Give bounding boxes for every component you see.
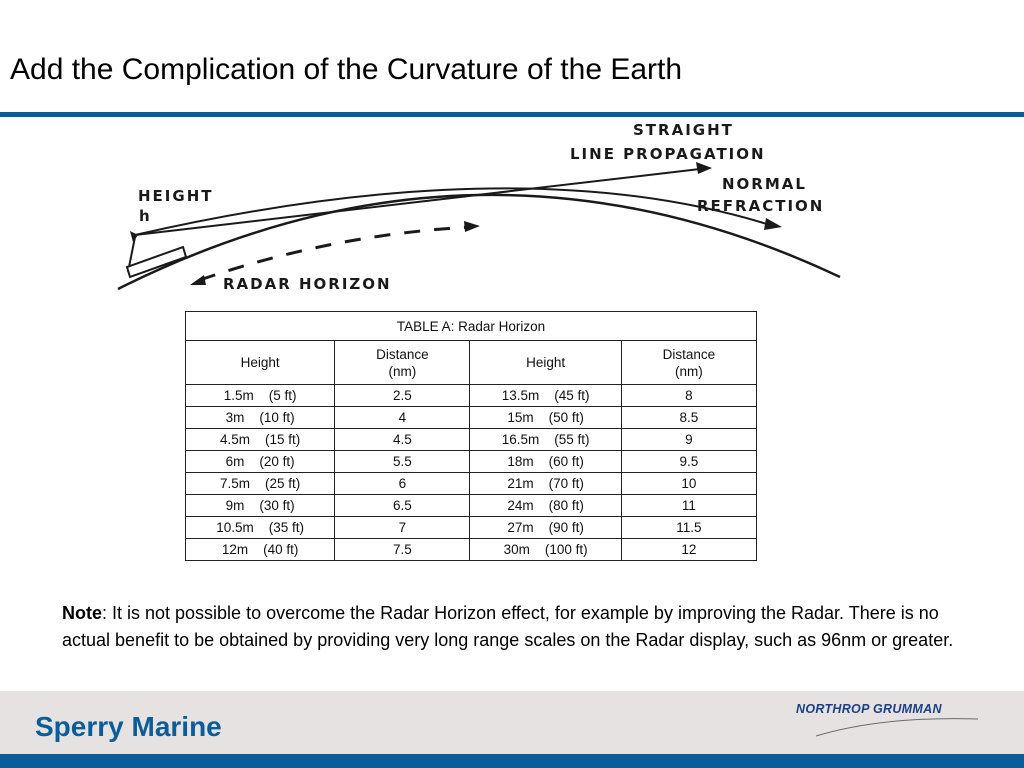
height-cell: 10.5m (35 ft) (186, 517, 335, 539)
table-row (186, 451, 757, 473)
distance-cell: 8.5 (621, 407, 756, 429)
distance-cell: 12 (621, 539, 756, 561)
height-cell: 3m (10 ft) (186, 407, 335, 429)
note-text: : It is not possible to overcome the Radar Horizon effect, for example by improving the Radar. There is no actual benefit to be obtained by providing very long range scales on the Radar display, such as 96nm or greater. (62, 603, 954, 650)
header-distance-2-line2: (nm) (674, 363, 703, 379)
height-cell: 7.5m (25 ft) (186, 473, 335, 495)
header-height-2: Height (470, 341, 621, 385)
header-height-1: Height (186, 341, 335, 385)
label-radar-horizon: RADAR HORIZON (223, 275, 392, 293)
table-caption: TABLE A: Radar Horizon (186, 312, 757, 341)
label-refraction: REFRACTION (697, 197, 825, 215)
note-label: Note (62, 603, 102, 623)
height-cell: 13.5m (45 ft) (470, 385, 621, 407)
label-h: h (139, 207, 152, 225)
northrop-grumman-logo: NORTHROP GRUMMAN (796, 702, 942, 716)
distance-cell: 6 (335, 473, 470, 495)
straight-line-propagation-ray (135, 169, 700, 235)
height-cell: 24m (80 ft) (470, 495, 621, 517)
height-cell: 12m (40 ft) (186, 539, 335, 561)
horizon-arrow-head-icon (464, 221, 480, 232)
refraction-arrow-head-icon (764, 218, 782, 230)
height-cell: 15m (50 ft) (470, 407, 621, 429)
height-cell: 6m (20 ft) (186, 451, 335, 473)
distance-cell: 10 (621, 473, 756, 495)
height-cell: 9m (30 ft) (186, 495, 335, 517)
distance-cell: 9 (621, 429, 756, 451)
table-row (186, 407, 757, 429)
distance-cell: 7.5 (335, 539, 470, 561)
table-row (186, 539, 757, 561)
horizon-left-arrow-head-icon (190, 275, 206, 285)
distance-cell: 7 (335, 517, 470, 539)
header-distance-1-line2: (nm) (388, 363, 417, 379)
height-cell: 18m (60 ft) (470, 451, 621, 473)
northrop-grumman-swoosh-icon (812, 716, 982, 740)
distance-cell: 2.5 (335, 385, 470, 407)
table-row (186, 429, 757, 451)
height-cell: 4.5m (15 ft) (186, 429, 335, 451)
height-cell: 27m (90 ft) (470, 517, 621, 539)
slide-title: Add the Complication of the Curvature of the Earth (10, 53, 683, 86)
label-straight: STRAIGHT (633, 121, 734, 139)
height-cell: 16.5m (55 ft) (470, 429, 621, 451)
header-distance-1 (335, 341, 470, 385)
radar-propagation-diagram (0, 117, 1024, 317)
distance-cell: 4.5 (335, 429, 470, 451)
table-row (186, 495, 757, 517)
distance-cell: 8 (621, 385, 756, 407)
header-distance-1-line1: Distance (376, 346, 429, 362)
table-row (186, 385, 757, 407)
table-header-row (186, 341, 757, 385)
table-row (186, 473, 757, 495)
note-paragraph (62, 600, 962, 654)
straight-arrow-head-icon (696, 162, 712, 174)
radar-horizon-dashed-ray (200, 227, 470, 280)
header-distance-2 (621, 341, 756, 385)
distance-cell: 9.5 (621, 451, 756, 473)
height-cell: 21m (70 ft) (470, 473, 621, 495)
header-distance-2-line1: Distance (662, 346, 716, 362)
table-row (186, 517, 757, 539)
label-height: HEIGHT (138, 187, 214, 205)
distance-cell: 5.5 (335, 451, 470, 473)
distance-cell: 11 (621, 495, 756, 517)
radar-horizon-table (185, 311, 757, 561)
footer-accent-bar (0, 754, 1024, 768)
distance-cell: 11.5 (621, 517, 756, 539)
distance-cell: 4 (335, 407, 470, 429)
distance-cell: 6.5 (335, 495, 470, 517)
height-cell: 30m (100 ft) (470, 539, 621, 561)
label-line-propagation: LINE PROPAGATION (570, 145, 766, 163)
sperry-marine-logo: Sperry Marine (35, 711, 222, 742)
label-normal: NORMAL (722, 175, 807, 193)
height-cell: 1.5m (5 ft) (186, 385, 335, 407)
